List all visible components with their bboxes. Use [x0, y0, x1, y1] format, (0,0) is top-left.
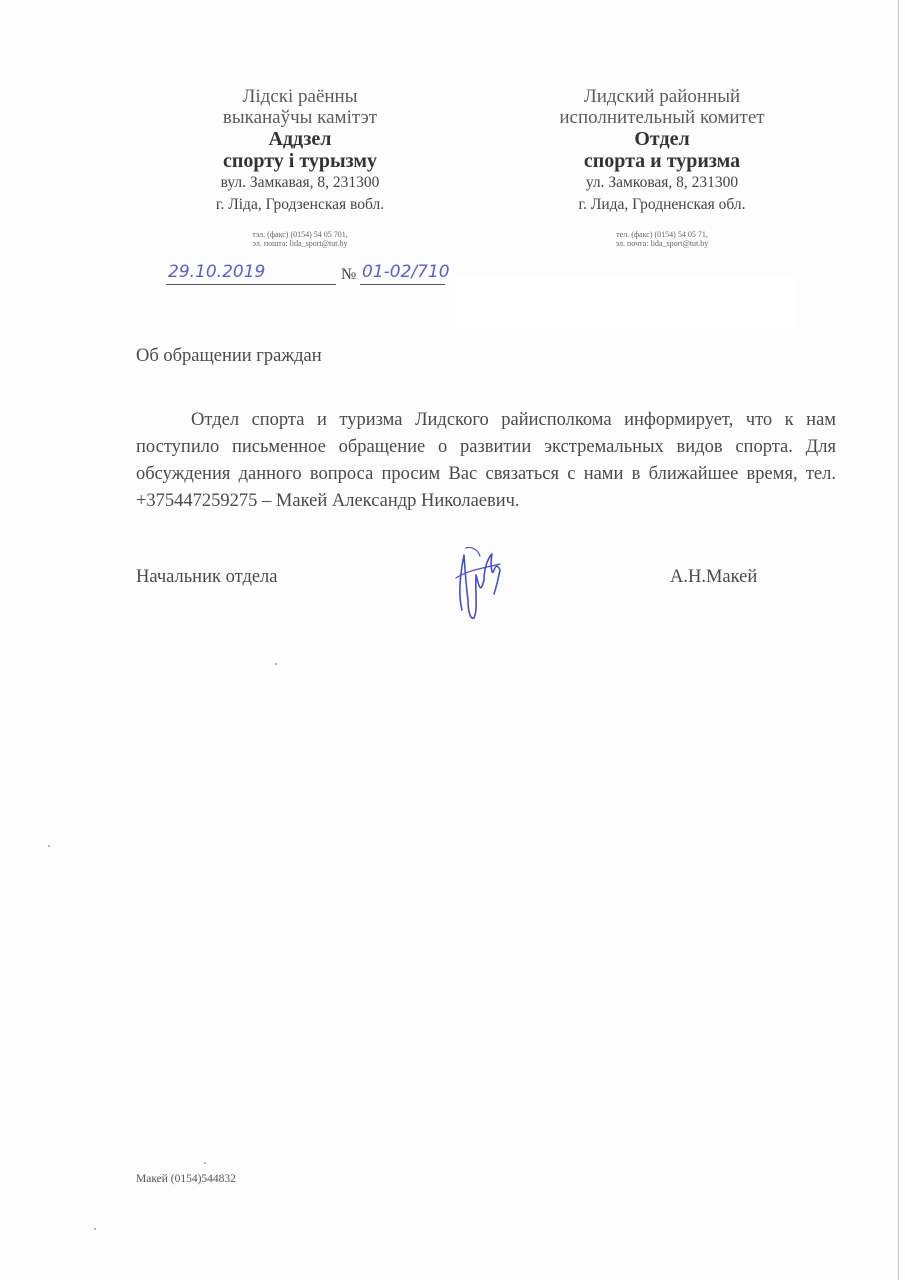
header-belarusian	[150, 86, 450, 248]
phone-ru: тел. (факс) (0154) 54 05 71,	[616, 230, 708, 239]
signatory-name: А.Н.Макей	[670, 567, 758, 587]
header-russian	[512, 86, 812, 248]
dept-ru: Отдел	[634, 128, 690, 150]
letter-body: Отдел спорта и туризма Лидского райисполкома информирует, что к нам поступило письменное обращение о развитии экстремальных видов спорта. Для обсуждения данного вопроса просим Вас связаться с нами в ближайшее время, тел. +375447259275 – Макей Александр Николаевич.	[136, 410, 836, 511]
dept-by: Аддзел	[268, 128, 332, 150]
executor-footer: Макей (0154)544832	[136, 1173, 236, 1185]
org-line2-by: выканаўчы камітэт	[222, 107, 378, 128]
registration-date: 29.10.2019	[168, 262, 266, 282]
scan-speck	[204, 1162, 206, 1164]
letter-subject: Об обращении граждан	[136, 346, 322, 366]
scan-speck	[275, 663, 277, 665]
scan-speck	[48, 845, 50, 847]
email-ru: эл. почта: lida_sport@tut.by	[615, 239, 709, 248]
org-line1-ru: Лидский районный	[583, 86, 741, 107]
phone-by: тэл. (факс) (0154) 54 05 701,	[252, 230, 348, 239]
address1-ru: ул. Замковая, 8, 231300	[585, 174, 739, 191]
email-by: эл. пошта: lida_sport@tut.by	[252, 239, 348, 248]
contacts-ru	[512, 230, 812, 248]
number-label: №	[341, 266, 357, 283]
address1-by: вул. Замкавая, 8, 231300	[220, 174, 380, 191]
address2-ru: г. Лида, Гродненская обл.	[578, 196, 746, 213]
org-line2-ru: исполнительный комитет	[559, 107, 765, 128]
handwritten-signature	[448, 540, 508, 625]
address2-by: г. Ліда, Гродзенская вобл.	[215, 196, 385, 213]
dept-full-by: спорту і турызму	[222, 150, 378, 172]
org-line1-by: Лідскі раённы	[242, 86, 358, 107]
scan-speck	[94, 1228, 96, 1230]
contacts-by	[150, 230, 450, 248]
redacted-recipient	[455, 278, 798, 328]
dept-full-ru: спорта и туризма	[583, 150, 741, 172]
registration-number: 01-02/710	[362, 262, 450, 282]
signatory-title: Начальник отдела	[136, 567, 278, 587]
scan-edge	[898, 0, 899, 1280]
